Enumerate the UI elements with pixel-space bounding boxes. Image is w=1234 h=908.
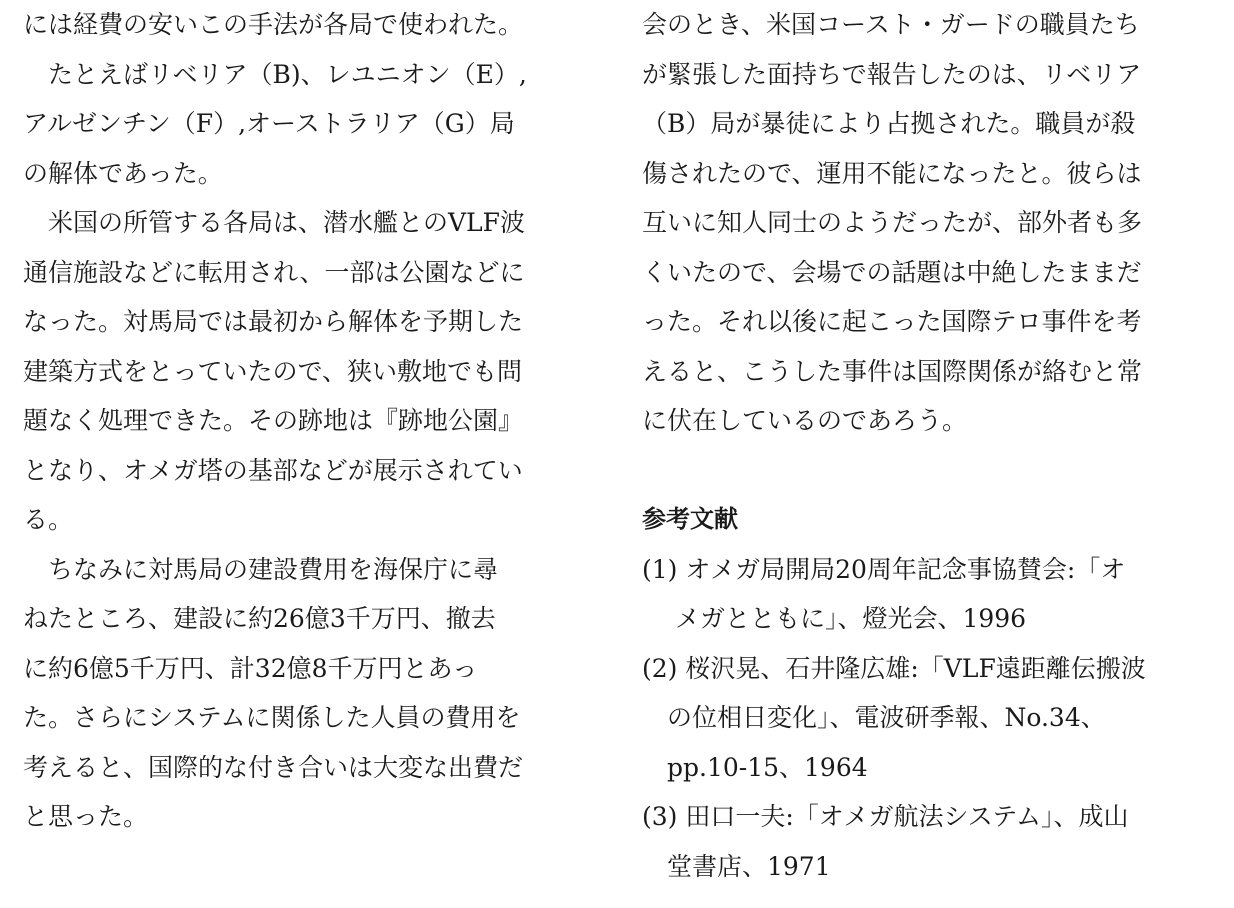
reference-line: の位相日変化」、電波研季報、No.34、 (642, 703, 1106, 732)
reference-line: メガとともに」、燈光会、1996 (642, 604, 1027, 633)
reference-line: (1) オメガ局開局20周年記念事協賛会:「オ (642, 554, 1126, 584)
reference-item (642, 792, 1198, 891)
body-text-line: 米国の所管する各局は、潜水艦とのVLF波 (23, 208, 526, 237)
body-text-line: の解体であった。 (23, 158, 223, 188)
body-text-line: に約6億5千万円、計32億8千万円とあっ (23, 653, 478, 683)
body-text-line: 建築方式をとっていたので、狭い敷地でも問 (23, 356, 523, 386)
body-text-line: ちなみに対馬局の建設費用を海保庁に尋 (23, 554, 499, 584)
body-text-line: 考えると、国際的な付き合いは大変な出費だ (23, 752, 524, 782)
body-text-line: たとえばリベリア（B)、レユニオン（E）, (23, 59, 527, 89)
body-text-line: と思った。 (23, 802, 149, 831)
body-text-line: には経費の安いこの手法が各局で使われた。 (23, 10, 524, 39)
body-text-line: えると、こうした事件は国際関係が絡むと常 (642, 356, 1143, 386)
body-text-line: 通信施設などに転用され、一部は公園などに (23, 257, 525, 287)
body-text-line: に伏在しているのであろう。 (642, 406, 968, 435)
body-text-line: 会のとき、米国コースト・ガードの職員たち (642, 10, 1140, 39)
references-heading: 参考文献 (642, 505, 738, 533)
body-text-line: る。 (23, 505, 74, 534)
body-text-line: ねたところ、建設に約26億3千万円、撤去 (23, 604, 496, 633)
body-text-line: となり、オメガ塔の基部などが展示されてい (23, 455, 523, 485)
reference-item (642, 545, 1198, 644)
references-list (642, 545, 1198, 892)
reference-line: 堂書店、1971 (642, 851, 831, 881)
reference-line: pp.10-15、1964 (642, 752, 868, 782)
body-text-line: た。さらにシステムに関係した人員の費用を (23, 703, 521, 732)
body-text-line: った。それ以後に起こった国際テロ事件を考 (642, 307, 1142, 336)
body-text-line: なった。対馬局では最初から解体を予期した (23, 307, 524, 336)
right-column (642, 0, 1198, 891)
reference-line: (2) 桜沢晃、石井隆広雄:「VLF遠距離伝搬波 (642, 653, 1146, 683)
body-text-line: くいたので、会場での話題は中絶したままだ (642, 257, 1142, 287)
body-text-line: アルゼンチン（F）,オーストラリア（G）局 (23, 109, 515, 138)
reference-line: (3) 田口一夫:「オメガ航法システム」、成山 (642, 802, 1129, 831)
body-text-line: 題なく処理できた。その跡地は『跡地公園』 (23, 406, 524, 435)
body-text-line: 傷されたので、運用不能になったと。彼らは (642, 158, 1142, 188)
reference-item (642, 644, 1198, 793)
body-text-line: （B）局が暴徒により占拠された。職員が殺 (642, 109, 1136, 138)
left-column (23, 0, 571, 842)
body-text-line: 互いに知人同士のようだったが、部外者も多 (642, 208, 1143, 237)
section-spacer (642, 446, 1198, 496)
body-text-line: が緊張した面持ちで報告したのは、リベリア (642, 59, 1142, 89)
